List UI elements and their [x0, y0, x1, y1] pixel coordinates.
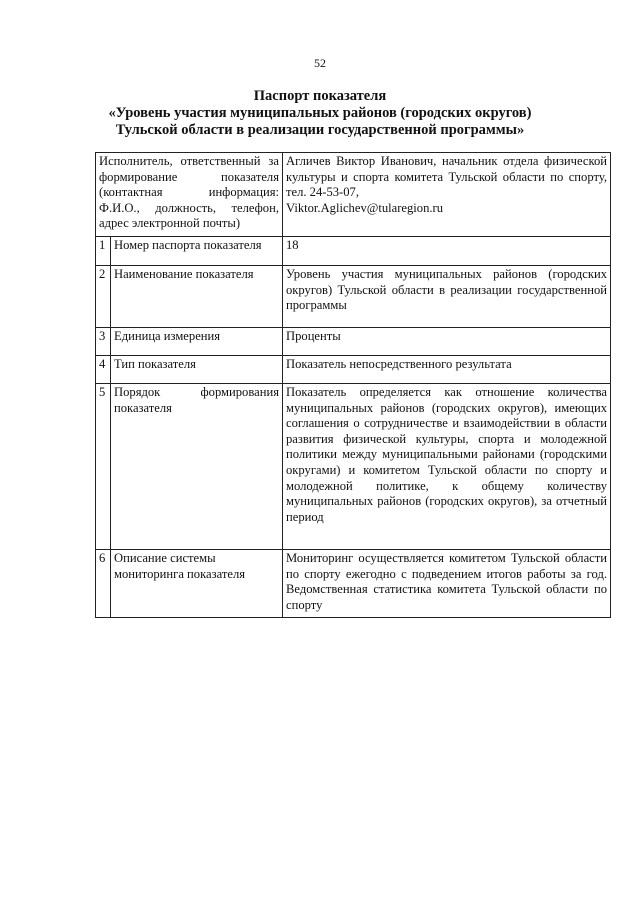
row-num: 5: [96, 384, 111, 550]
executor-value: [283, 153, 611, 237]
row-num: 3: [96, 328, 111, 356]
row-name: Тип показателя: [111, 356, 283, 384]
row-name: Порядок формирования показателя: [111, 384, 283, 550]
table-row: [96, 550, 611, 618]
table-row-executor: [96, 153, 611, 237]
passport-table: [95, 152, 611, 618]
title-line-1: Паспорт показателя: [253, 88, 387, 104]
row-value: Уровень участия муниципальных районов (городских округов) Тульской области в реализации государственной программы: [283, 266, 611, 328]
row-num: 6: [96, 550, 111, 618]
title-line-2: «Уровень участия муниципальных районов (городских округов): [108, 105, 532, 121]
row-num: 1: [96, 237, 111, 266]
title-line-3: Тульской области в реализации государственной программы»: [115, 122, 525, 138]
row-value: Показатель определяется как отношение количества муниципальных районов (городских округов), имеющих соглашения о сотрудничестве и взаимодействии в области развития физической культуры, спорта и молодежной политики между муниципальными районами (городскими округами) и комитетом Тульской области по спорту и молодежной политике, к общему количеству муниципальных районов (городских округов), за отчетный период: [283, 384, 611, 550]
table-row: [96, 266, 611, 328]
executor-info: Агличев Виктор Иванович, начальник отдела физической культуры и спорта комитета Тульской области по спорту, тел. 24-53-07,: [286, 154, 607, 200]
row-value: 18: [283, 237, 611, 266]
document-title: [40, 88, 600, 139]
table-row: [96, 237, 611, 266]
row-value: Проценты: [283, 328, 611, 356]
page-number: 52: [314, 56, 326, 70]
executor-email: Viktor.Aglichev@tularegion.ru: [286, 200, 444, 215]
table-row: [96, 384, 611, 550]
table-row: [96, 328, 611, 356]
row-name: Наименование показателя: [111, 266, 283, 328]
row-name: Описание системы мониторинга показателя: [111, 550, 283, 618]
row-num: 4: [96, 356, 111, 384]
executor-label: Исполнитель, ответственный за формирование показателя (контактная информация: Ф.И.О., должность, телефон, адрес электронной почты): [96, 153, 283, 237]
row-value: Мониторинг осуществляется комитетом Тульской области по спорту ежегодно с подведением итогов работы за год. Ведомственная статистика комитета Тульской области по спорту: [283, 550, 611, 618]
row-name: Единица измерения: [111, 328, 283, 356]
row-name: Номер паспорта показателя: [111, 237, 283, 266]
row-num: 2: [96, 266, 111, 328]
row-value: Показатель непосредственного результата: [283, 356, 611, 384]
table-row: [96, 356, 611, 384]
